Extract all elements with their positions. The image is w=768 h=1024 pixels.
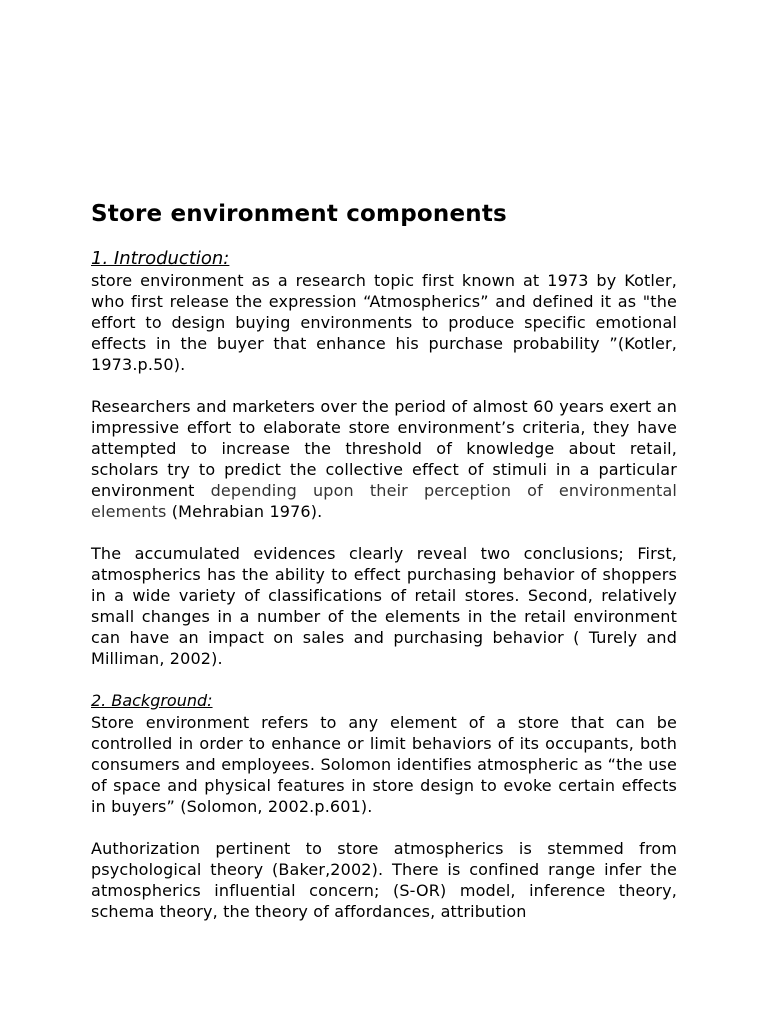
document-title: Store environment components bbox=[91, 201, 507, 227]
paragraph-intro-3: The accumulated evidences clearly reveal two conclusions; First, atmospherics has the ability to effect purchasing behavior of shoppers in a wide variety of classifications of retail stores. Second, relatively small changes in a number of the elements in the retail environment can have an impact on sales and purchasing behavior ( Turely and Milliman, 2002). bbox=[91, 544, 677, 668]
paragraph-intro-2 bbox=[91, 396, 677, 522]
paragraph-intro-1: store environment as a research topic first known at 1973 by Kotler, who first release the expression “Atmospherics” and defined it as "the effort to design buying environments to produce specific emotional effects in the buyer that enhance his purchase probability ”(Kotler, 1973.p.50). bbox=[91, 271, 677, 374]
paragraph-gap bbox=[91, 522, 677, 543]
section-heading-background: 2. Background: bbox=[91, 691, 213, 710]
paragraph-intro-2-part-c: (Mehrabian 1976). bbox=[166, 502, 323, 521]
paragraph-intro-2-part-a: Researchers and marketers over the period of almost 60 years exert an impressive effort to elaborate store environment’s criteria, they have attempted to increase the threshold of knowledge about retail, scholars try to predict the collective effect of stimuli in a particular environment bbox=[91, 397, 677, 500]
paragraph-gap bbox=[91, 669, 677, 690]
document-page bbox=[91, 198, 677, 922]
section-heading-introduction: 1. Introduction: bbox=[91, 248, 230, 269]
paragraph-background-1: Store environment refers to any element of a store that can be controlled in order to enhance or limit behaviors of its occupants, both consumers and employees. Solomon identifies atmospheric as “the use of space and physical features in store design to evoke certain effects in buyers” (Solomon, 2002.p.601). bbox=[91, 713, 677, 816]
paragraph-intro-2-highlight: depending upon their perception of environmental elements bbox=[91, 481, 677, 521]
paragraph-gap bbox=[91, 817, 677, 838]
paragraph-background-2: Authorization pertinent to store atmospherics is stemmed from psychological theory (Baker,2002). There is confined range infer the atmospherics influential concern; (S-OR) model, inference theory, schema theory, the theory of affordances, attribution bbox=[91, 839, 677, 921]
paragraph-gap bbox=[91, 375, 677, 396]
